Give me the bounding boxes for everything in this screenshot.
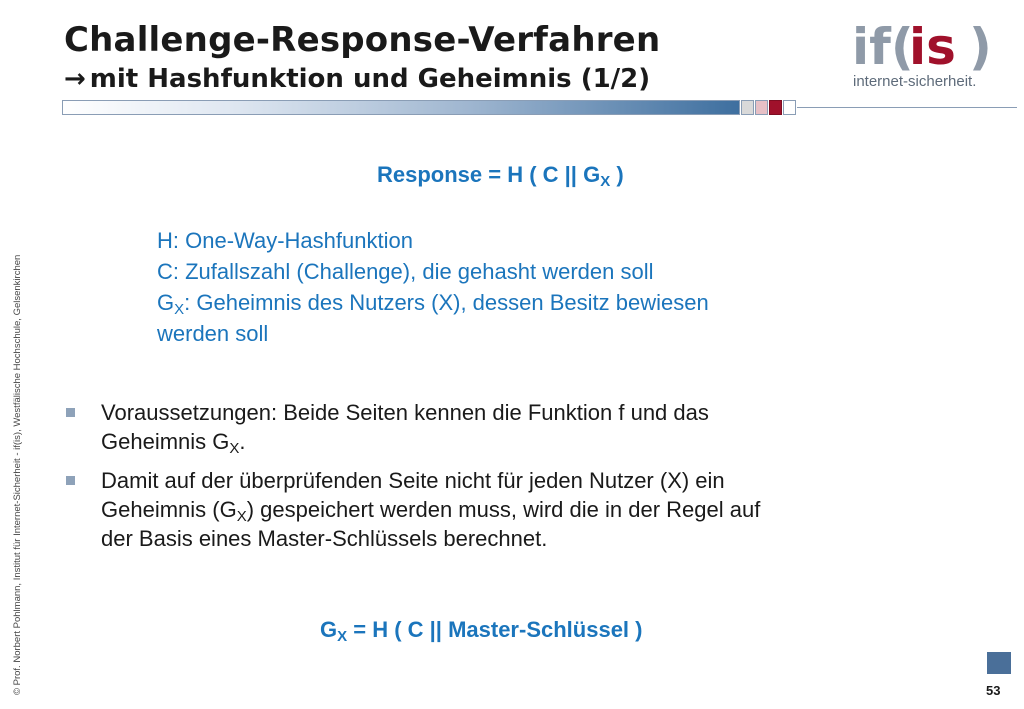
logo-tagline: internet-sicherheit. — [853, 73, 977, 90]
bullet-square-icon — [66, 476, 75, 485]
header-line — [797, 107, 1017, 108]
formula-suffix: ) — [610, 162, 624, 187]
bullet1-line1: Voraussetzungen: Beide Seiten kennen die Funktion f und das — [101, 400, 709, 425]
corner-square — [987, 652, 1011, 674]
header-square-white — [783, 100, 796, 115]
bullet2-line2-suffix: ) gespeichert werden muss, wird die in der Regel auf — [246, 497, 761, 522]
logo-wordmark-mid: is — [909, 18, 956, 76]
bullet2-line2 — [101, 495, 944, 524]
header-square-red — [769, 100, 782, 115]
bullet2-line3: der Basis eines Master-Schlüssels berechnet. — [101, 526, 548, 551]
formula2-subscript: X — [337, 628, 348, 645]
header-square-gray — [741, 100, 754, 115]
bullet1-line2-suffix: . — [239, 429, 246, 454]
bullet2-line2-sub: X — [236, 508, 247, 525]
definition-c: C: Zufallszahl (Challenge), die gehasht werden soll — [157, 259, 654, 284]
bullet2-line2-prefix: Geheimnis (G — [101, 497, 237, 522]
bullet-square-icon — [66, 408, 75, 417]
page-number: 53 — [986, 683, 1001, 698]
slide-title: Challenge-Response-Verfahren — [64, 20, 661, 60]
definition-g-cont: werden soll — [157, 321, 269, 346]
bullet1-line2 — [101, 427, 944, 456]
copyright-sidebar: © Prof. Norbert Pohlmann, Institut für Internet-Sicherheit - if(is), Westfälische Hochschule, Gelsenkirchen — [12, 254, 23, 695]
bullet-item-master-key — [64, 466, 944, 553]
bullet1-line2-sub: X — [229, 440, 240, 457]
definition-g — [157, 287, 709, 318]
logo-wordmark-left: if( — [852, 18, 914, 76]
definition-g-prefix: G — [157, 290, 175, 315]
header-gradient-bar — [62, 100, 740, 115]
header-square-pink — [755, 100, 768, 115]
definition-h: H: One-Way-Hashfunktion — [157, 228, 413, 253]
bullet-item-requirements — [64, 398, 944, 456]
logo-wordmark-right: ) — [969, 18, 992, 76]
definition-g-sub: X — [174, 301, 185, 318]
master-key-formula — [320, 615, 642, 645]
arrow-right-icon: → — [64, 64, 86, 94]
bullet1-line2-prefix: Geheimnis G — [101, 429, 230, 454]
bullet2-line1: Damit auf der überprüfenden Seite nicht für jeden Nutzer (X) ein — [101, 468, 725, 493]
formula2-prefix: G — [320, 617, 338, 642]
subtitle-text: mit Hashfunktion und Geheimnis (1/2) — [89, 64, 651, 94]
bullet-list — [64, 398, 944, 563]
response-formula — [377, 160, 624, 190]
formula-subscript: X — [600, 173, 611, 190]
slide-subtitle — [64, 62, 650, 96]
formula-prefix: Response = H ( C || G — [377, 162, 601, 187]
definitions-block — [157, 225, 709, 349]
formula2-suffix: = H ( C || Master-Schlüssel ) — [347, 617, 643, 642]
definition-g-rest: : Geheimnis des Nutzers (X), dessen Besitz bewiesen — [184, 290, 709, 315]
